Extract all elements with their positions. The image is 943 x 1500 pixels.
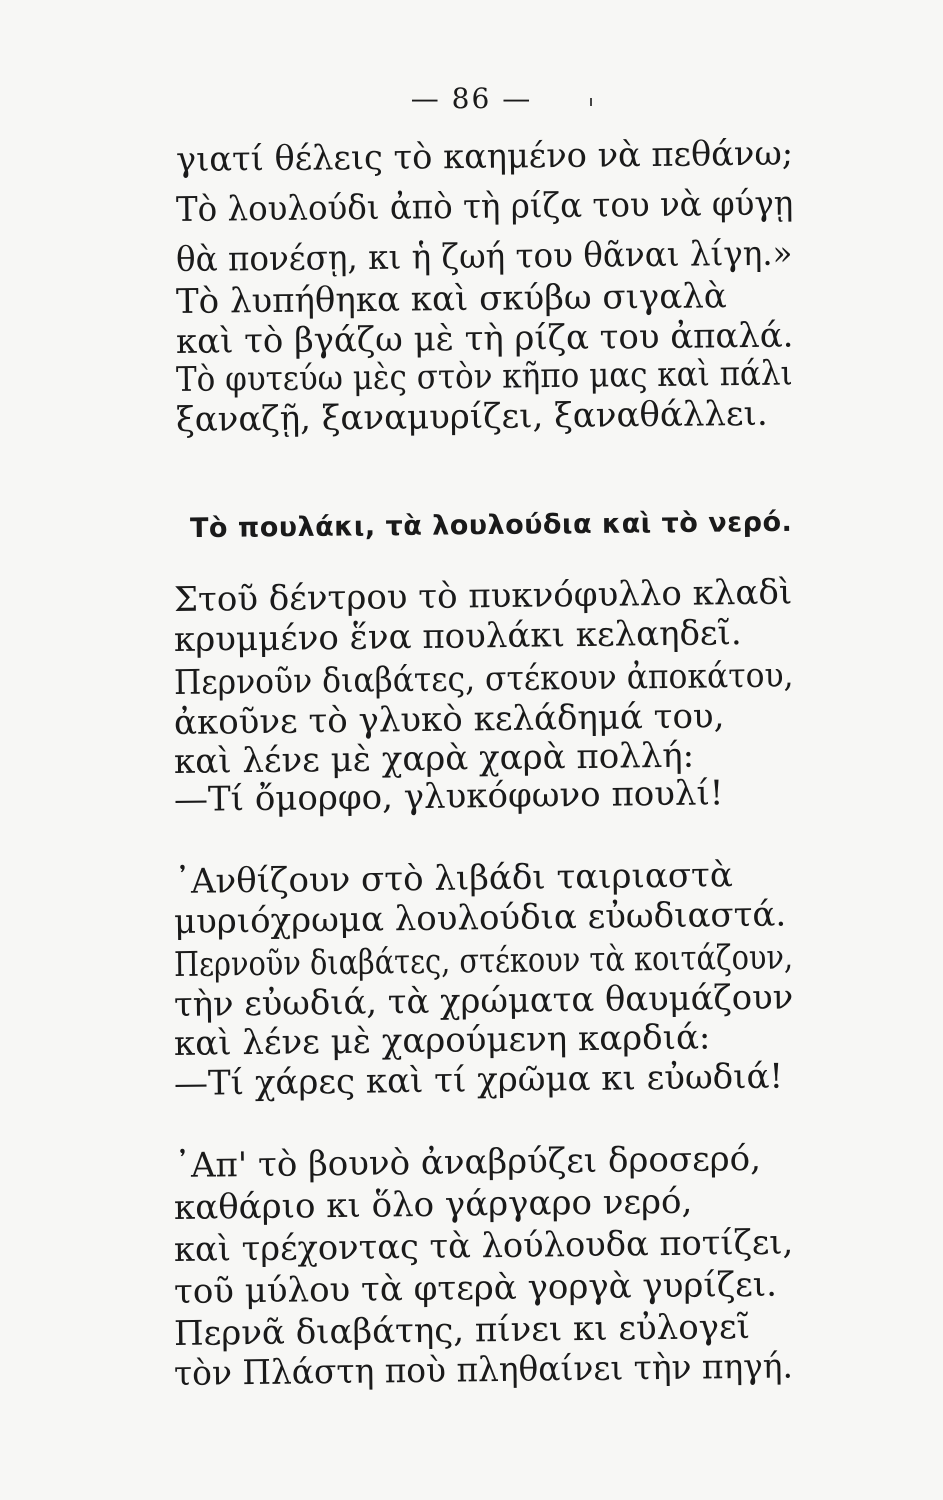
- stanza-line: —Τί ὄμορφο, γλυκόφωνο πουλί!: [173, 773, 724, 820]
- stanza-line: Περνᾶ διαβάτης, πίνει κι εὐλογεῖ: [173, 1306, 751, 1354]
- stanza-line: κρυμμένο ἕνα πουλάκι κελαηδεῖ.: [173, 613, 742, 660]
- intro-line: γιατί θέλεις τὸ καημένο νὰ πεθάνω;: [175, 133, 794, 180]
- intro-line: Τὸ λουλούδι ἀπὸ τὴ ρίζα του νὰ φύγῃ: [175, 183, 794, 230]
- intro-line: ξαναζῇ, ξαναμυρίζει, ξαναθάλλει.: [175, 393, 768, 440]
- stanza-line: τὴν εὐωδιά, τὰ χρώματα θαυμάζουν: [173, 977, 794, 1025]
- intro-line: Τὸ φυτεύω μὲς στὸν κῆπο μας καὶ πάλι: [175, 353, 793, 400]
- stanza-line: Περνοῦν διαβάτες, στέκουν ἀποκάτου,: [173, 655, 794, 703]
- stanza-line: τοῦ μύλου τὰ φτερὰ γοργὰ γυρίζει.: [173, 1264, 778, 1312]
- poem-title: Τὸ πουλάκι, τὰ λουλούδια καὶ τὸ νερό.: [189, 506, 793, 545]
- stanza-line: Περνοῦν διαβάτες, στέκουν τὰ κοιτάζουν,: [173, 937, 794, 985]
- intro-line: θὰ πονέσῃ, κι ἡ ζωή του θᾶναι λίγη.»: [175, 233, 793, 280]
- stanza-line: τὸν Πλάστη ποὺ πληθαίνει τὴν πηγή.: [173, 1346, 794, 1394]
- stanza-line: καὶ λένε μὲ χαρὰ χαρὰ πολλή:: [173, 735, 695, 782]
- stanza-line: μυριόχρωμα λουλούδια εὐωδιαστά.: [173, 894, 787, 942]
- stanza-line: ᾿Ανθίζουν στὸ λιβάδι ταιριαστὰ: [173, 855, 734, 902]
- stanza-line: καὶ τρέχοντας τὰ λούλουδα ποτίζει,: [173, 1222, 794, 1270]
- page-number: — 86 —: [410, 82, 533, 115]
- stanza-line: καὶ λένε μὲ χαρούμενη καρδιά:: [173, 1017, 711, 1064]
- intro-line: Τὸ λυπήθηκα καὶ σκύβω σιγαλὰ: [175, 276, 727, 322]
- stanza-line: καθάριο κι ὅλο γάργαρο νερό,: [173, 1181, 693, 1228]
- stanza-line: Στοῦ δέντρου τὸ πυκνόφυλλο κλαδὶ: [173, 572, 793, 620]
- intro-line: καὶ τὸ βγάζω μὲ τὴ ρίζα του ἀπαλά.: [175, 315, 794, 362]
- stanza-line: —Τί χάρες καὶ τί χρῶμα κι εὐωδιά!: [173, 1056, 784, 1104]
- stanza-line: ἀκοῦνε τὸ γλυκὸ κελάδημά του,: [173, 696, 725, 743]
- stanza-line: ᾿Απ' τὸ βουνὸ ἀναβρύζει δροσερό,: [173, 1138, 762, 1186]
